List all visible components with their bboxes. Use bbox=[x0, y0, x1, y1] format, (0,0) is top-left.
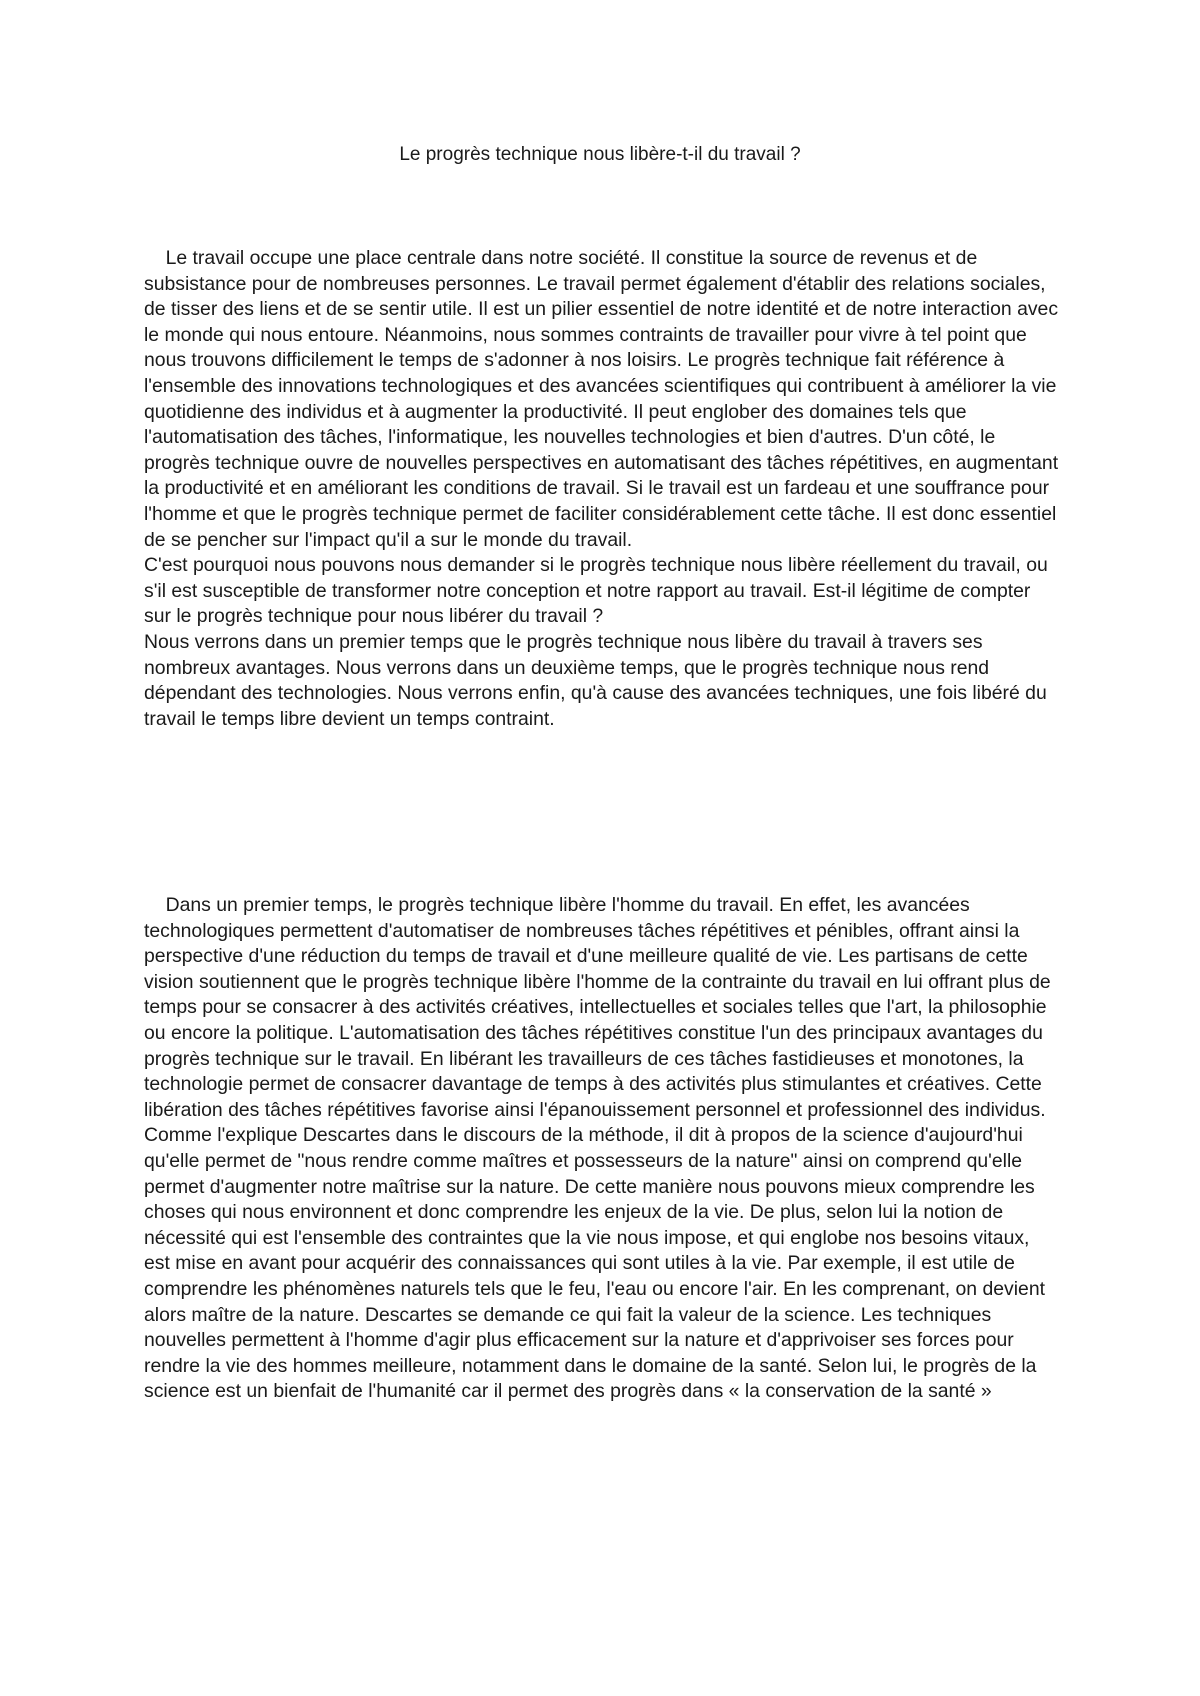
paragraph-first-part: Dans un premier temps, le progrès technique libère l'homme du travail. En effet, les avancées technologiques permettent d'automatiser de nombreuses tâches répétitives et pénibles, offrant ainsi la perspective d'une réduction du temps de travail et d'une meilleure qualité de vie. Les partisans de cette vision soutiennent que le progrès technique libère l'homme de la contrainte du travail en lui offrant plus de temps pour se consacrer à des activités créatives, intellectuelles et sociales telles que l'art, la philosophie ou encore la politique. L'automatisation des tâches répétitives constitue l'un des principaux avantages du progrès technique sur le travail. En libérant les travailleurs de ces tâches fastidieuses et monotones, la technologie permet de consacrer davantage de temps à des activités plus stimulantes et créatives. Cette libération des tâches répétitives favorise ainsi l'épanouissement personnel et professionnel des individus. Comme l'explique Descartes dans le discours de la méthode, il dit à propos de la science d'aujourd'hui qu'elle permet de "nous rendre comme maîtres et possesseurs de la nature" ainsi on comprend qu'elle permet d'augmenter notre maîtrise sur la nature. De cette manière nous pouvons mieux comprendre les choses qui nous environnent et donc comprendre les enjeux de la vie. De plus, selon lui la notion de nécessité qui est l'ensemble des contraintes que la vie nous impose, et qui englobe nos besoins vitaux, est mise en avant pour acquérir des connaissances qui sont utiles à la vie. Par exemple, il est utile de comprendre les phénomènes naturels tels que le feu, l'eau ou encore l'air. En les comprenant, on devient alors maître de la nature. Descartes se demande ce qui fait la valeur de la science. Les techniques nouvelles permettent à l'homme d'agir plus efficacement sur la nature et d'apprivoiser ses forces pour rendre la vie des hommes meilleure, notamment dans le domaine de la santé. Selon lui, le progrès de la science est un bienfait de l'humanité car il permet des progrès dans « la conservation de la santé » bbox=[144, 894, 1057, 1403]
document-title: Le progrès technique nous libère-t-il du travail ? bbox=[399, 144, 801, 165]
paragraph-introduction: Le travail occupe une place centrale dans notre société. Il constitue la source de revenus et de subsistance pour de nombreuses personnes. Le travail permet également d'établir des relations sociales, de tisser des liens et de se sentir utile. Il est un pilier essentiel de notre identité et de notre interaction avec le monde qui nous entoure. Néanmoins, nous sommes contraints de travailler pour vivre à tel point que nous trouvons difficilement le temps de s'adonner à nos loisirs. Le progrès technique fait référence à l'ensemble des innovations technologiques et des avancées scientifiques qui contribuent à améliorer la vie quotidienne des individus et à augmenter la productivité. Il peut englober des domaines tels que l'automatisation des tâches, l'informatique, les nouvelles technologies et bien d'autres. D'un côté, le progrès technique ouvre de nouvelles perspectives en automatisant des tâches répétitives, en augmentant la productivité et en améliorant les conditions de travail. Si le travail est un fardeau et une souffrance pour l'homme et que le progrès technique permet de faciliter considérablement cette tâche. Il est donc essentiel de se pencher sur l'impact qu'il a sur le monde du travail. C'est pourquoi nous pouvons nous demander si le progrès technique nous libère réellement du travail, ou s'il est susceptible de transformer notre conception et notre rapport au travail. Est-il légitime de compter sur le progrès technique pour nous libérer du travail ? Nous verrons dans un premier temps que le progrès technique nous libère du travail à travers ses nombreux avantages. Nous verrons dans un deuxième temps, que le progrès technique nous rend dépendant des technologies. Nous verrons enfin, qu'à cause des avancées techniques, une fois libéré du travail le temps libre devient un temps contraint. bbox=[144, 247, 1059, 730]
